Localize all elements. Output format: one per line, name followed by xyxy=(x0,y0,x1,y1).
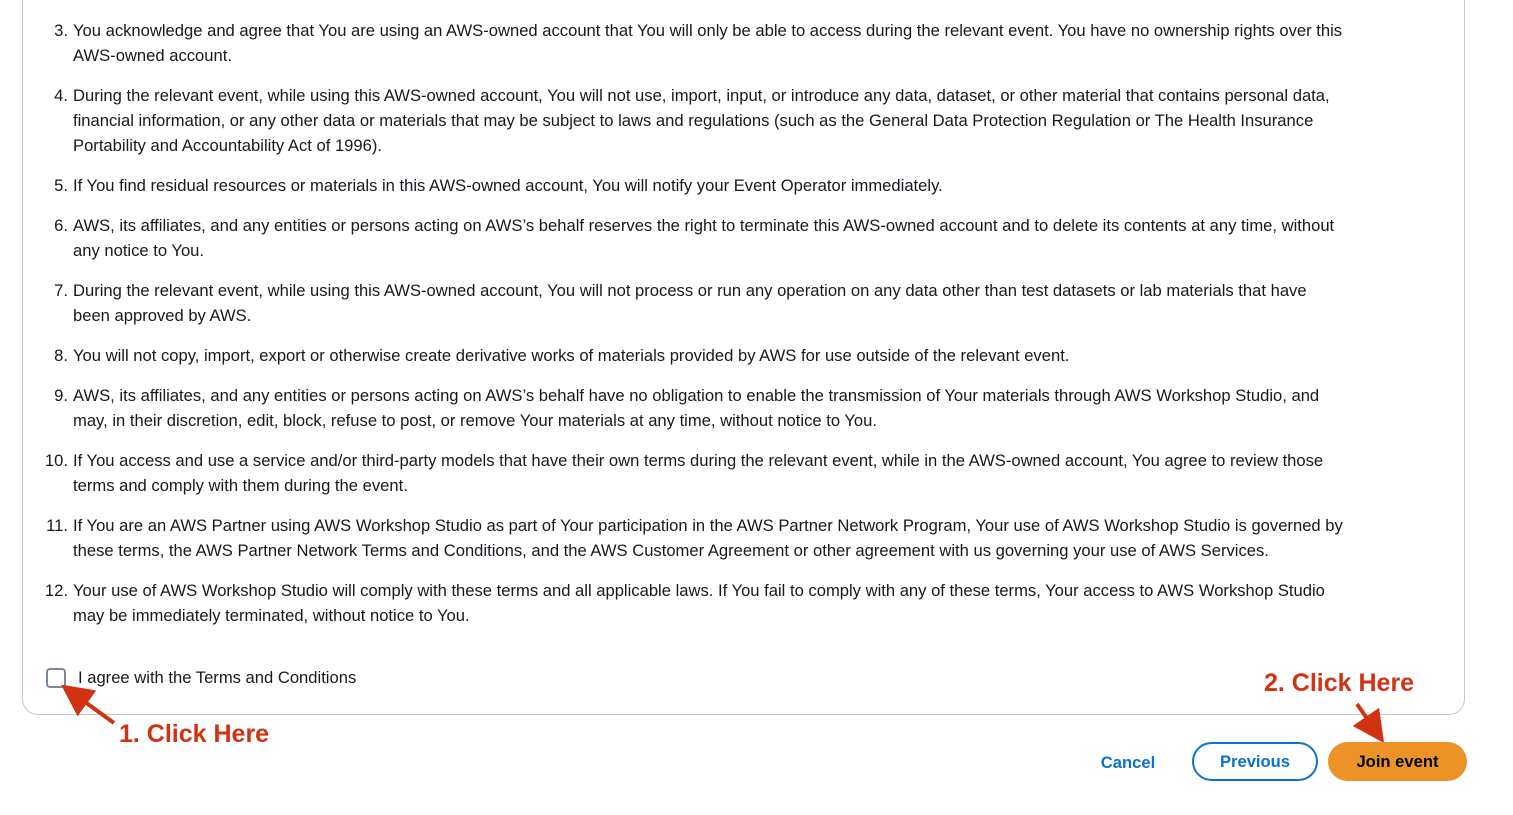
term-line: AWS, its affiliates, and any entities or persons acting on AWS’s behalf have no obligation to enable the transmission of Your materials through AWS Workshop Studio, and xyxy=(73,386,1320,405)
term-line: may be immediately terminated, without notice to You. xyxy=(73,606,470,625)
agree-label[interactable]: I agree with the Terms and Conditions xyxy=(78,668,357,687)
term-line: During the relevant event, while using this AWS-owned account, You will not use, import, input, or introduce any data, dataset, or other material that contains personal data, xyxy=(73,86,1330,105)
term-text xyxy=(73,513,1448,563)
term-text xyxy=(73,18,1448,68)
term-line: terms and comply with them during the event. xyxy=(73,476,408,495)
previous-button[interactable]: Previous xyxy=(1192,742,1318,781)
join-event-button[interactable]: Join event xyxy=(1328,742,1467,781)
term-line: If You find residual resources or materials in this AWS-owned account, You will notify your Event Operator immediately. xyxy=(73,176,943,195)
annotation-step1: 1. Click Here xyxy=(119,720,270,748)
term-text xyxy=(73,578,1448,628)
annotation-arrow-2-icon xyxy=(1348,700,1388,744)
term-text xyxy=(73,343,1448,368)
term-line: been approved by AWS. xyxy=(73,306,252,325)
term-text xyxy=(73,383,1448,433)
term-number: 6. xyxy=(54,216,68,235)
term-line: You will not copy, import, export or otherwise create derivative works of materials provided by AWS for use outside of the relevant event. xyxy=(73,346,1070,365)
term-text xyxy=(73,213,1448,263)
term-number: 11. xyxy=(46,516,68,535)
term-number: 5. xyxy=(54,176,68,195)
term-line: Portability and Accountability Act of 1996). xyxy=(73,136,383,155)
term-text xyxy=(73,278,1448,328)
term-line: these terms, the AWS Partner Network Terms and Conditions, and the AWS Customer Agreement or other agreement with us governing your use of AWS Services. xyxy=(73,541,1269,560)
term-number: 4. xyxy=(54,86,68,105)
term-text xyxy=(73,173,1448,198)
annotation-arrow-1-icon xyxy=(60,684,120,729)
term-text xyxy=(73,448,1448,498)
annotation-step2: 2. Click Here xyxy=(1264,669,1415,697)
term-number: 10. xyxy=(44,451,68,470)
term-number: 7. xyxy=(54,281,68,300)
term-number: 9. xyxy=(54,386,68,405)
term-line: If You are an AWS Partner using AWS Workshop Studio as part of Your participation in the AWS Partner Network Program, Your use of AWS Workshop Studio is governed by xyxy=(73,516,1343,535)
term-line: AWS, its affiliates, and any entities or persons acting on AWS’s behalf reserves the right to terminate this AWS-owned account and to delete its contents at any time, without xyxy=(73,216,1335,235)
term-line: During the relevant event, while using this AWS-owned account, You will not process or run any operation on any data other than test datasets or lab materials that have xyxy=(73,281,1307,300)
cancel-button[interactable]: Cancel xyxy=(1088,745,1168,779)
term-text xyxy=(73,83,1448,158)
term-line: financial information, or any other data or materials that may be subject to laws and regulations (such as the General Data Protection Regulation or The Health Insurance xyxy=(73,111,1314,130)
term-line: may, in their discretion, edit, block, refuse to post, or remove Your materials at any time, without notice to You. xyxy=(73,411,877,430)
term-number: 12. xyxy=(44,581,68,600)
term-number: 3. xyxy=(54,21,68,40)
term-line: If You access and use a service and/or third-party models that have their own terms during the relevant event, while in the AWS-owned account, You agree to review those xyxy=(73,451,1324,470)
term-line: You acknowledge and agree that You are using an AWS-owned account that You will only be able to access during the relevant event. You have no ownership rights over this xyxy=(73,21,1343,40)
term-line: Your use of AWS Workshop Studio will comply with these terms and all applicable laws. If You fail to comply with any of these terms, Your access to AWS Workshop Studio xyxy=(73,581,1325,600)
term-number: 8. xyxy=(54,346,68,365)
term-line: any notice to You. xyxy=(73,241,205,260)
term-line: AWS-owned account. xyxy=(73,46,232,65)
